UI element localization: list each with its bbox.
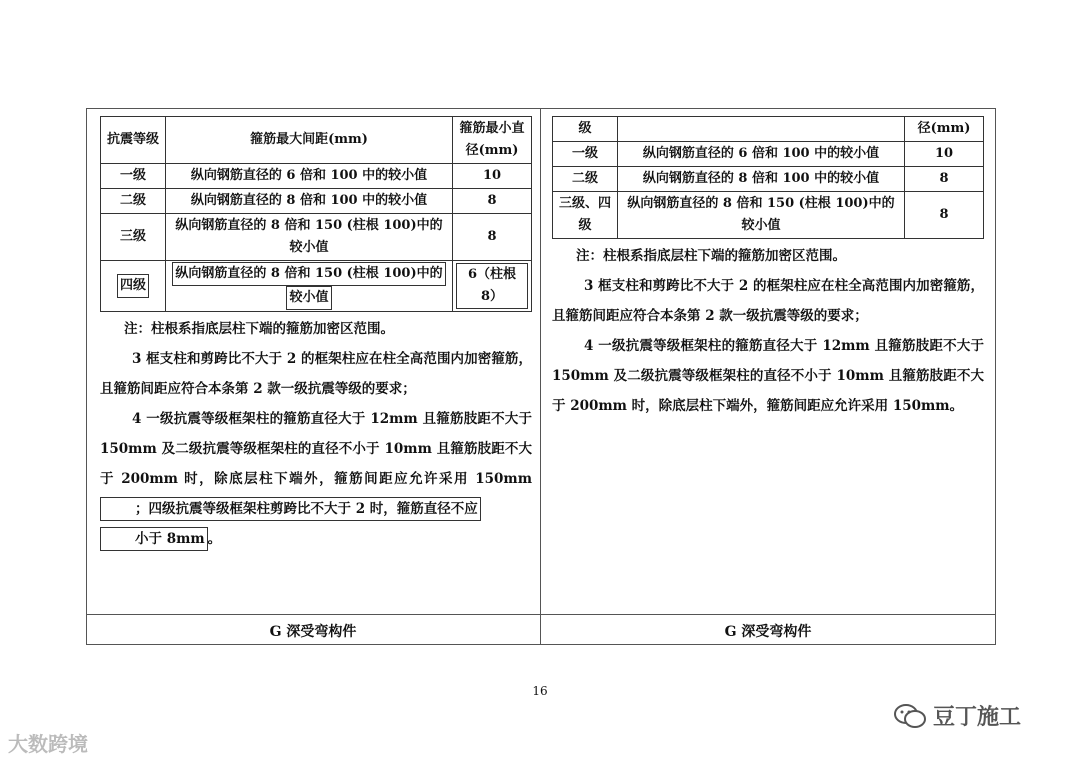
grade-cell: 三级、四级: [553, 192, 618, 239]
chat-bubble-icon: [893, 703, 927, 729]
diameter-boxed: 6（柱根 8）: [456, 263, 528, 309]
section-divider: [86, 614, 996, 615]
diameter-cell: 8: [453, 214, 532, 261]
header-grade: 抗震等级: [101, 117, 166, 164]
page-number: 16: [532, 684, 548, 698]
header-grade: 级: [553, 117, 618, 142]
spacing-cell: [166, 261, 453, 312]
diameter-cell: [453, 261, 532, 312]
table-row: [553, 142, 984, 167]
grade-four-boxed: 四级: [117, 274, 149, 298]
left-text: [100, 314, 532, 554]
grade-cell: [101, 261, 166, 312]
spacing-cell: 纵向钢筋直径的 8 倍和 150 (柱根 100)中的较小值: [166, 214, 453, 261]
table-row: [101, 189, 532, 214]
right-column: [548, 108, 988, 421]
right-stirrup-table: [552, 116, 984, 239]
spacing-cell: 纵向钢筋直径的 8 倍和 150 (柱根 100)中的较小值: [618, 192, 905, 239]
diameter-cell: 10: [905, 142, 984, 167]
left-section-title: G 深受弯构件: [269, 624, 357, 640]
para4-boxed-c: 小于 8mm: [100, 527, 208, 551]
header-spacing: 箍筋最大间距(mm): [166, 117, 453, 164]
column-divider: [540, 108, 541, 645]
table-row: [101, 164, 532, 189]
grade-cell: 二级: [553, 167, 618, 192]
right-para-3: 3 框支柱和剪跨比不大于 2 的框架柱应在柱全高范围内加密箍筋，且箍筋间距应符合本条第 2 款一级抗震等级的要求；: [552, 278, 984, 324]
right-para-4: 4 一级抗震等级框架柱的箍筋直径大于 12mm 且箍筋肢距不大于 150mm 及二级抗震等级框架柱的直径不小于 10mm 且箍筋肢距不大于 200mm 时，除底层柱下端外，箍筋间距应允许采用 150mm。: [552, 338, 984, 414]
diameter-cell: 8: [905, 192, 984, 239]
table-header-row: [101, 117, 532, 164]
spacing-cell: 纵向钢筋直径的 8 倍和 100 中的较小值: [166, 189, 453, 214]
table-row: [553, 192, 984, 239]
diameter-cell: 10: [453, 164, 532, 189]
header-diameter: 箍筋最小直径(mm): [453, 117, 532, 164]
spacing-boxed-a: 纵向钢筋直径的 8 倍和 150 (柱根 100)中的: [172, 262, 445, 286]
right-text: [552, 241, 984, 421]
spacing-boxed-b: 较小值: [286, 286, 331, 310]
spacing-cell: 纵向钢筋直径的 6 倍和 100 中的较小值: [166, 164, 453, 189]
header-diameter: 径(mm): [905, 117, 984, 142]
header-spacing: [618, 117, 905, 142]
left-para-4: [100, 404, 532, 554]
table-header-row: [553, 117, 984, 142]
left-note: 注：柱根系指底层柱下端的箍筋加密区范围。: [124, 321, 394, 337]
grade-cell: 一级: [553, 142, 618, 167]
para4-boxed-b: ；四级抗震等级框架柱剪跨比不大于 2 时，箍筋直径不应: [100, 497, 481, 521]
spacing-cell: 纵向钢筋直径的 8 倍和 100 中的较小值: [618, 167, 905, 192]
grade-cell: 一级: [101, 164, 166, 189]
left-column: [92, 108, 534, 554]
right-section-title: G 深受弯构件: [724, 624, 812, 640]
watermark-left: [8, 728, 88, 757]
para4-text-d: 。: [207, 531, 222, 547]
left-stirrup-table: [100, 116, 532, 312]
watermark-right: [893, 700, 1021, 731]
right-note: 注：柱根系指底层柱下端的箍筋加密区范围。: [576, 248, 846, 264]
diameter-cell: 8: [453, 189, 532, 214]
table-row: [101, 214, 532, 261]
watermark-right-text: 豆丁施工: [933, 705, 1022, 730]
grade-cell: 二级: [101, 189, 166, 214]
diameter-cell: 8: [905, 167, 984, 192]
left-para-3: 3 框支柱和剪跨比不大于 2 的框架柱应在柱全高范围内加密箍筋，且箍筋间距应符合本条第 2 款一级抗震等级的要求；: [100, 351, 532, 397]
watermark-left-text: 大数跨境: [8, 732, 88, 756]
spacing-cell: 纵向钢筋直径的 6 倍和 100 中的较小值: [618, 142, 905, 167]
grade-cell: 三级: [101, 214, 166, 261]
para4-text-a: 4 一级抗震等级框架柱的箍筋直径大于 12mm 且箍筋肢距不大于 150mm 及二级抗震等级框架柱的直径不小于 10mm 且箍筋肢距不大于 200mm 时，除底层柱下端外，箍筋间距应允许采用 150mm: [100, 411, 532, 487]
table-row: [101, 261, 532, 312]
table-row: [553, 167, 984, 192]
